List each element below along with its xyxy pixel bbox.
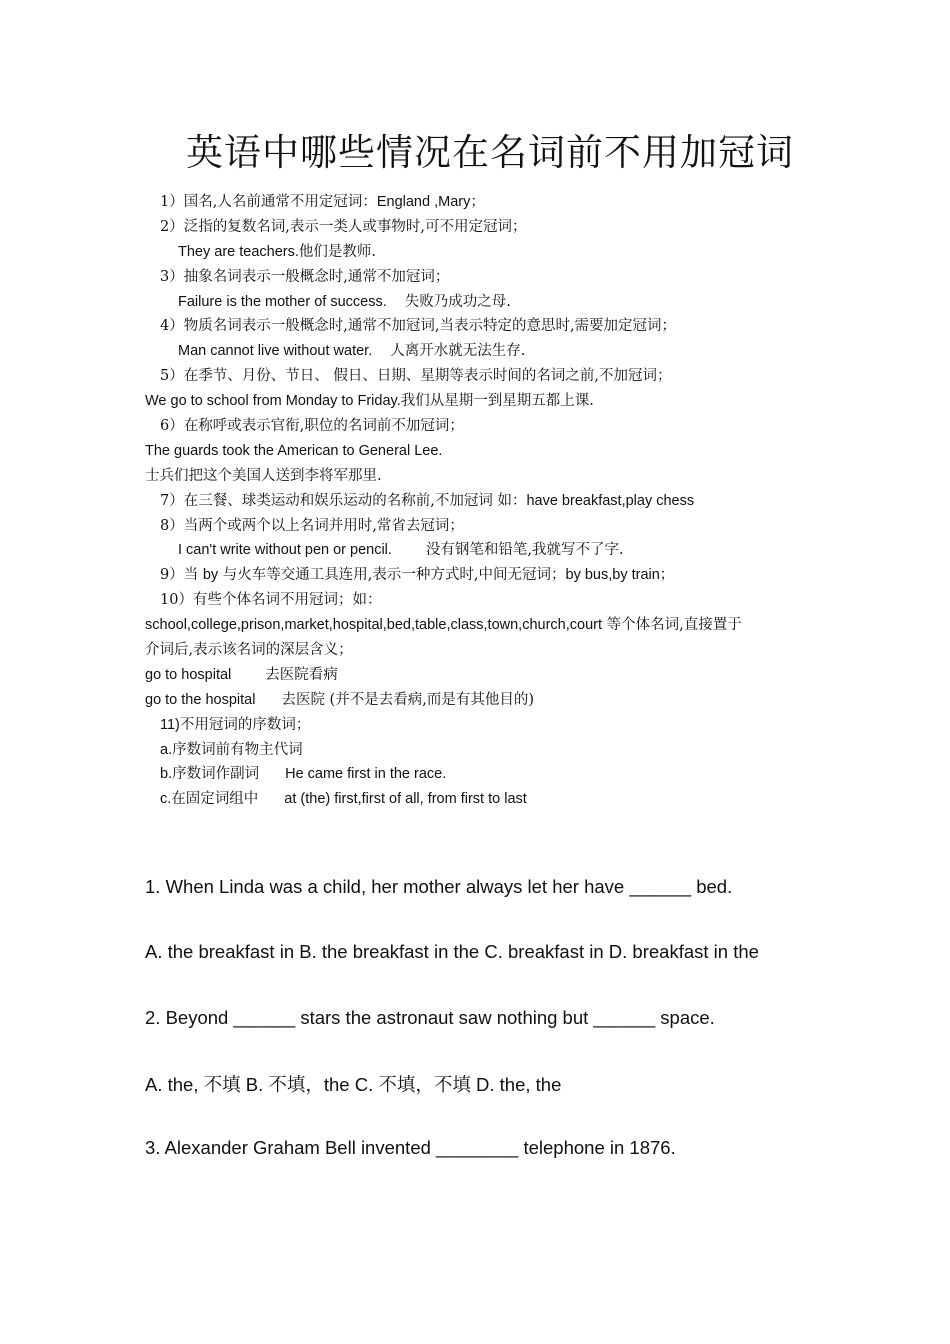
rule-9	[0, 563, 950, 588]
rule-6	[0, 414, 950, 439]
rule-text-cn: 在固定词组中	[171, 791, 259, 808]
rule-8-example	[0, 538, 950, 563]
rules-list	[0, 190, 950, 812]
rule-text-cn: 8）当两个或两个以上名词并用时,常省去冠词；	[160, 517, 464, 534]
rule-2-example	[0, 240, 950, 265]
rule-text-en: have breakfast,play chess	[526, 492, 695, 509]
example-cn: 失败乃成功之母.	[404, 293, 511, 310]
rule-text-cn: 7）在三餐、球类运动和娱乐运动的名称前,不加冠词 如：	[160, 492, 527, 509]
rule-1	[0, 190, 950, 215]
example-en: go to the hospital	[145, 691, 256, 708]
rule-text-cn: 9）当	[160, 567, 203, 584]
rule-6-example-cn	[0, 464, 950, 489]
sub-item-marker: a.	[160, 741, 173, 758]
rule-text-en: by bus,by train；	[565, 567, 675, 584]
example-cn: 没有钢笔和铅笔,我就写不了字.	[425, 542, 624, 559]
question-1-options: A. the breakfast in B. the breakfast in the C. breakfast in D. breakfast in the	[145, 941, 759, 962]
rule-5	[0, 364, 950, 389]
rule-text-cn: 与火车等交通工具连用,表示一种方式时,中间无冠词；	[218, 567, 566, 584]
example-cn: 人离开水就无法生存.	[390, 343, 526, 360]
question-2: 2. Beyond ______ stars the astronaut saw nothing but ______ space.	[145, 1007, 715, 1028]
rule-text-cn: 序数词前有物主代词	[172, 741, 303, 758]
example-en: Man cannot live without water.	[178, 343, 373, 360]
rule-10-continued	[0, 638, 950, 663]
rule-8	[0, 514, 950, 539]
example-en: go to hospital	[145, 666, 232, 683]
rule-text-cn: 不用冠词的序数词；	[179, 716, 311, 733]
rule-text-cn: 序数词作副词	[172, 766, 260, 783]
example-cn: 他们是教师.	[298, 243, 377, 260]
rule-text-en: 11)	[160, 716, 180, 733]
example-en: The guards took the American to General Lee.	[145, 442, 443, 459]
noun-list-cn: 等个体名词,直接置于	[602, 617, 742, 634]
example-en: They are teachers.	[178, 243, 299, 260]
rule-2	[0, 215, 950, 240]
rule-10-example-1	[0, 663, 950, 688]
rule-11	[0, 713, 950, 738]
rule-text-cn: 10）有些个体名词不用冠词；如：	[160, 592, 382, 609]
rule-10-nouns	[0, 613, 950, 638]
rule-text-cn: 3）抽象名词表示一般概念时,通常不加冠词；	[160, 268, 450, 285]
rule-4-example	[0, 339, 950, 364]
page-title: 英语中哪些情况在名词前不用加冠词	[186, 131, 794, 174]
example-cn: 去医院看病	[265, 666, 338, 683]
question-1: 1. When Linda was a child, her mother always let her have ______ bed.	[145, 876, 733, 897]
rule-11-c	[0, 787, 950, 812]
rule-5-example	[0, 389, 950, 414]
example-cn: 我们从星期一到星期五都上课.	[400, 393, 594, 410]
example-en: Failure is the mother of success.	[178, 293, 387, 310]
question-2-options: A. the, 不填 B. 不填，the C. 不填，不填 D. the, the	[145, 1074, 562, 1095]
rule-text-cn: 6）在称呼或表示官衔,职位的名词前不加冠词；	[160, 418, 464, 435]
question-3: 3. Alexander Graham Bell invented ________ telephone in 1876.	[145, 1137, 676, 1158]
rule-10	[0, 588, 950, 613]
sub-item-marker: c.	[160, 791, 172, 808]
noun-list-en: school,college,prison,market,hospital,bed,table,class,town,church,court	[145, 617, 602, 634]
example-en: I can't write without pen or pencil.	[178, 542, 392, 559]
rule-6-example-en	[0, 439, 950, 464]
example-en: He came first in the race.	[285, 766, 447, 783]
rule-3-example	[0, 290, 950, 315]
rule-3	[0, 265, 950, 290]
rule-7	[0, 489, 950, 514]
rule-11-a	[0, 738, 950, 763]
rule-text-en: England ,Mary；	[376, 194, 485, 210]
example-cn: 去医院 (并不是去看病,而是有其他目的)	[281, 691, 534, 708]
example-cn: 士兵们把这个美国人送到李将军那里.	[145, 467, 382, 484]
example-en: at (the) first,first of all, from first to last	[284, 791, 527, 808]
rule-text-cn: 4）物质名词表示一般概念时,通常不加冠词,当表示特定的意思时,需要加定冠词；	[160, 318, 677, 335]
rule-4	[0, 314, 950, 339]
rule-text-en: by	[202, 567, 219, 584]
rule-text-cn: 1）国名,人名前通常不用定冠词：	[160, 194, 377, 210]
sub-item-marker: b.	[160, 766, 173, 783]
rule-text-cn: 介词后,表示该名词的深层含义；	[145, 642, 353, 659]
rule-text-cn: 5）在季节、月份、节日、 假日、日期、星期等表示时间的名词之前,不加冠词；	[160, 368, 672, 385]
example-en: We go to school from Monday to Friday.	[145, 393, 401, 410]
rule-text-cn: 2）泛指的复数名词,表示一类人或事物时,可不用定冠词；	[160, 218, 527, 235]
rule-11-b	[0, 762, 950, 787]
rule-10-example-2	[0, 688, 950, 713]
